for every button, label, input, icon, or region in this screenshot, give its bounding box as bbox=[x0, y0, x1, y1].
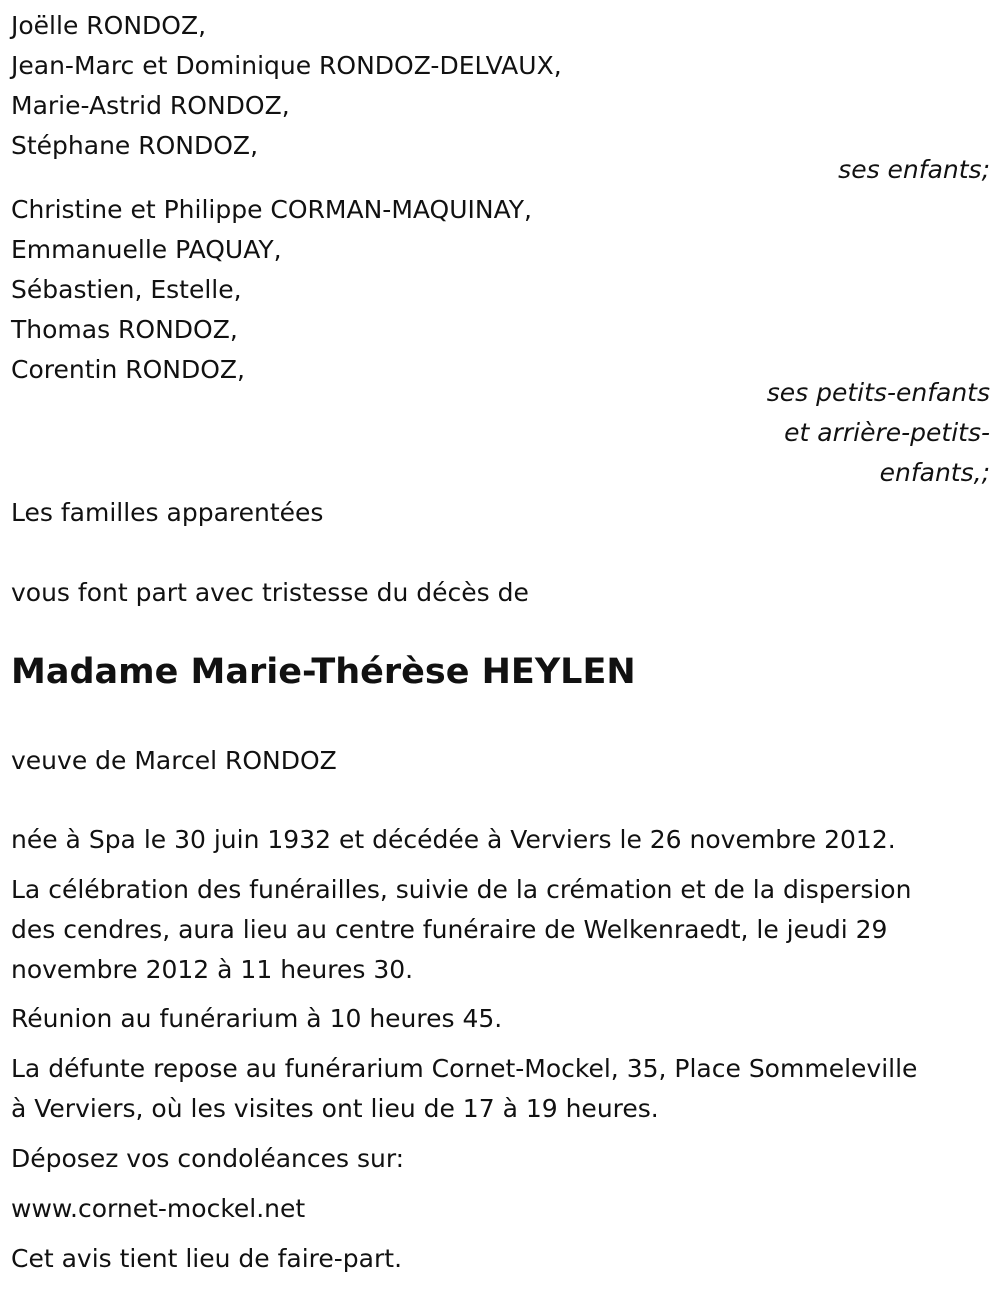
deceased-name: Madame Marie-Thérèse HEYLEN bbox=[11, 652, 636, 692]
rest-line-2: à Verviers, où les visites ont lieu de 17 à 19 heures. bbox=[11, 1094, 659, 1123]
grandchild-name-2: Emmanuelle PAQUAY, bbox=[11, 235, 282, 264]
ceremony-line-3: novembre 2012 à 11 heures 30. bbox=[11, 955, 414, 984]
notice-line: Cet avis tient lieu de faire-part. bbox=[11, 1244, 403, 1273]
rest-line-1: La défunte repose au funérarium Cornet-Mockel, 35, Place Sommeleville bbox=[11, 1054, 918, 1083]
announcement-line: vous font part avec tristesse du décès de bbox=[11, 578, 529, 607]
child-name-4: Stéphane RONDOZ, bbox=[11, 131, 259, 160]
widow-of-line: veuve de Marcel RONDOZ bbox=[11, 746, 337, 775]
families-line: Les familles apparentées bbox=[11, 498, 324, 527]
grandchild-name-3: Sébastien, Estelle, bbox=[11, 275, 242, 304]
grandchildren-label-1: ses petits-enfants bbox=[766, 378, 990, 407]
condolences-line: Déposez vos condoléances sur: bbox=[11, 1144, 405, 1173]
meeting-line: Réunion au funérarium à 10 heures 45. bbox=[11, 1004, 503, 1033]
children-label: ses enfants; bbox=[838, 155, 990, 184]
grandchild-name-4: Thomas RONDOZ, bbox=[11, 315, 238, 344]
grandchildren-label-3: enfants,; bbox=[879, 458, 990, 487]
grandchild-name-5: Corentin RONDOZ, bbox=[11, 355, 245, 384]
birth-death-line: née à Spa le 30 juin 1932 et décédée à Verviers le 26 novembre 2012. bbox=[11, 825, 896, 854]
child-name-2: Jean-Marc et Dominique RONDOZ-DELVAUX, bbox=[11, 51, 562, 80]
ceremony-line-1: La célébration des funérailles, suivie de la crémation et de la dispersion bbox=[11, 875, 912, 904]
child-name-1: Joëlle RONDOZ, bbox=[11, 11, 207, 40]
website-link[interactable]: www.cornet-mockel.net bbox=[11, 1194, 306, 1223]
grandchildren-label-2: et arrière-petits- bbox=[784, 418, 990, 447]
grandchild-name-1: Christine et Philippe CORMAN-MAQUINAY, bbox=[11, 195, 532, 224]
ceremony-line-2: des cendres, aura lieu au centre funéraire de Welkenraedt, le jeudi 29 bbox=[11, 915, 888, 944]
child-name-3: Marie-Astrid RONDOZ, bbox=[11, 91, 290, 120]
